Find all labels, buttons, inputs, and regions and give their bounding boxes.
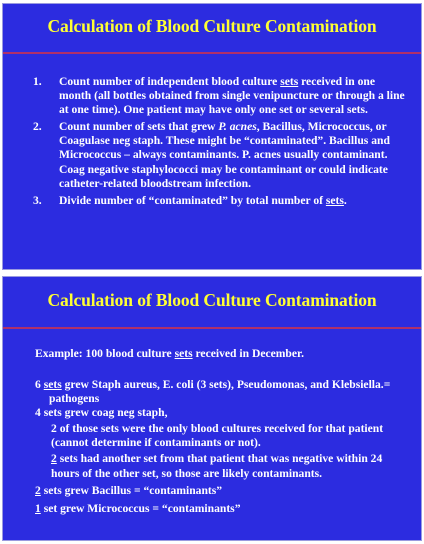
micro-text: set grew Micrococcus = “contaminants”: [40, 501, 241, 515]
finding-text: 6: [35, 378, 44, 391]
finding-staph: [35, 378, 405, 406]
bacillus-underline: 2: [35, 483, 41, 497]
step-text: , Bacillus, Micrococcus, or Coagulase neg staph. These might be “contaminated”. Bacillus and Micrococcus – always contaminants. P. acnes usually contaminant. Coag negative staphylococci may be contaminant or could indicate catheter-related bloodstream infection.: [59, 120, 390, 190]
finding-micrococcus: [35, 502, 405, 516]
finding-coag: 4 sets grew coag neg staph,: [35, 406, 168, 420]
step-italic: P. acnes: [218, 120, 257, 134]
steps-list: [33, 75, 405, 211]
slide-2: [2, 276, 422, 541]
finding-underline: sets: [43, 378, 62, 391]
step-3: [33, 194, 405, 208]
example-text: received in December.: [192, 347, 304, 360]
coag-sub-2: [35, 452, 405, 480]
step-number: 3.: [33, 193, 42, 207]
step-underline: sets: [280, 75, 299, 88]
step-number: 1.: [33, 75, 42, 88]
example-underline: sets: [174, 347, 193, 360]
finding-text: grew Staph aureus, E. coli (3 sets), Pseudomonas, and Klebsiella.= pathogens: [49, 378, 391, 406]
step-text: Count number of independent blood culture: [59, 75, 281, 88]
finding-bacillus: [35, 484, 405, 498]
findings: [35, 378, 405, 516]
step-number: 2.: [33, 120, 42, 134]
example-line: [35, 347, 405, 361]
micro-underline: 1: [35, 501, 41, 515]
title-divider: [3, 327, 421, 329]
slide-1: [2, 3, 422, 270]
step-1: [33, 75, 405, 117]
title-divider: [3, 52, 421, 54]
coag-sub-text: sets had another set from that patient that was negative within 24 hours of the other set, so those are likely contaminants.: [51, 452, 383, 480]
step-text: Divide number of “contaminated” by total number of: [59, 193, 326, 207]
slide-1-title: Calculation of Blood Culture Contamination: [47, 16, 377, 36]
step-text: received in one month (all bottles obtained from single venipuncture or through a line at one time). One patient may have only one set or several sets.: [59, 75, 405, 117]
step-text: Count number of sets that grew: [59, 120, 219, 134]
slide-2-title: Calculation of Blood Culture Contamination: [47, 290, 377, 310]
coag-sub-underline: 2: [51, 452, 57, 466]
step-2: [33, 120, 405, 190]
coag-sub-1: 2 of those sets were the only blood cultures received for that patient (cannot determine if contaminants or not).: [51, 422, 384, 450]
example-text: Example: 100 blood culture: [35, 347, 175, 360]
bacillus-text: sets grew Bacillus = “contaminants”: [40, 483, 223, 497]
step-underline: sets: [325, 193, 344, 207]
step-text: .: [343, 193, 347, 207]
